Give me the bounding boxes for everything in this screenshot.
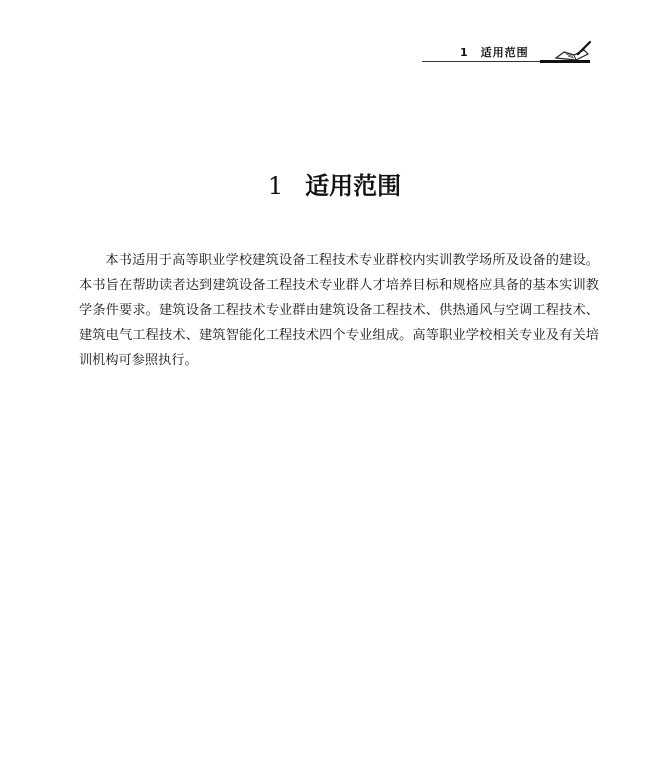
chapter-number: 1 [267,172,284,200]
running-header [420,40,590,70]
chapter-heading [0,166,669,201]
body-paragraph: 本书适用于高等职业学校建筑设备工程技术专业群校内实训教学场所及设备的建设。本书旨在帮助读者达到建筑设备工程技术专业群人才培养目标和规格应具备的基本实训教学条件要求。建筑设备工程技术专业群由建筑设备工程技术、供热通风与空调工程技术、建筑电气工程技术、建筑智能化工程技术四个专业组成。高等职业学校相关专业及有关培训机构可参照执行。 [79,253,599,368]
header-rule-thin [422,61,542,62]
running-header-title: 1 适用范围 [460,46,529,59]
chapter-title: 适用范围 [305,171,402,200]
open-book-pen-icon [554,40,592,62]
